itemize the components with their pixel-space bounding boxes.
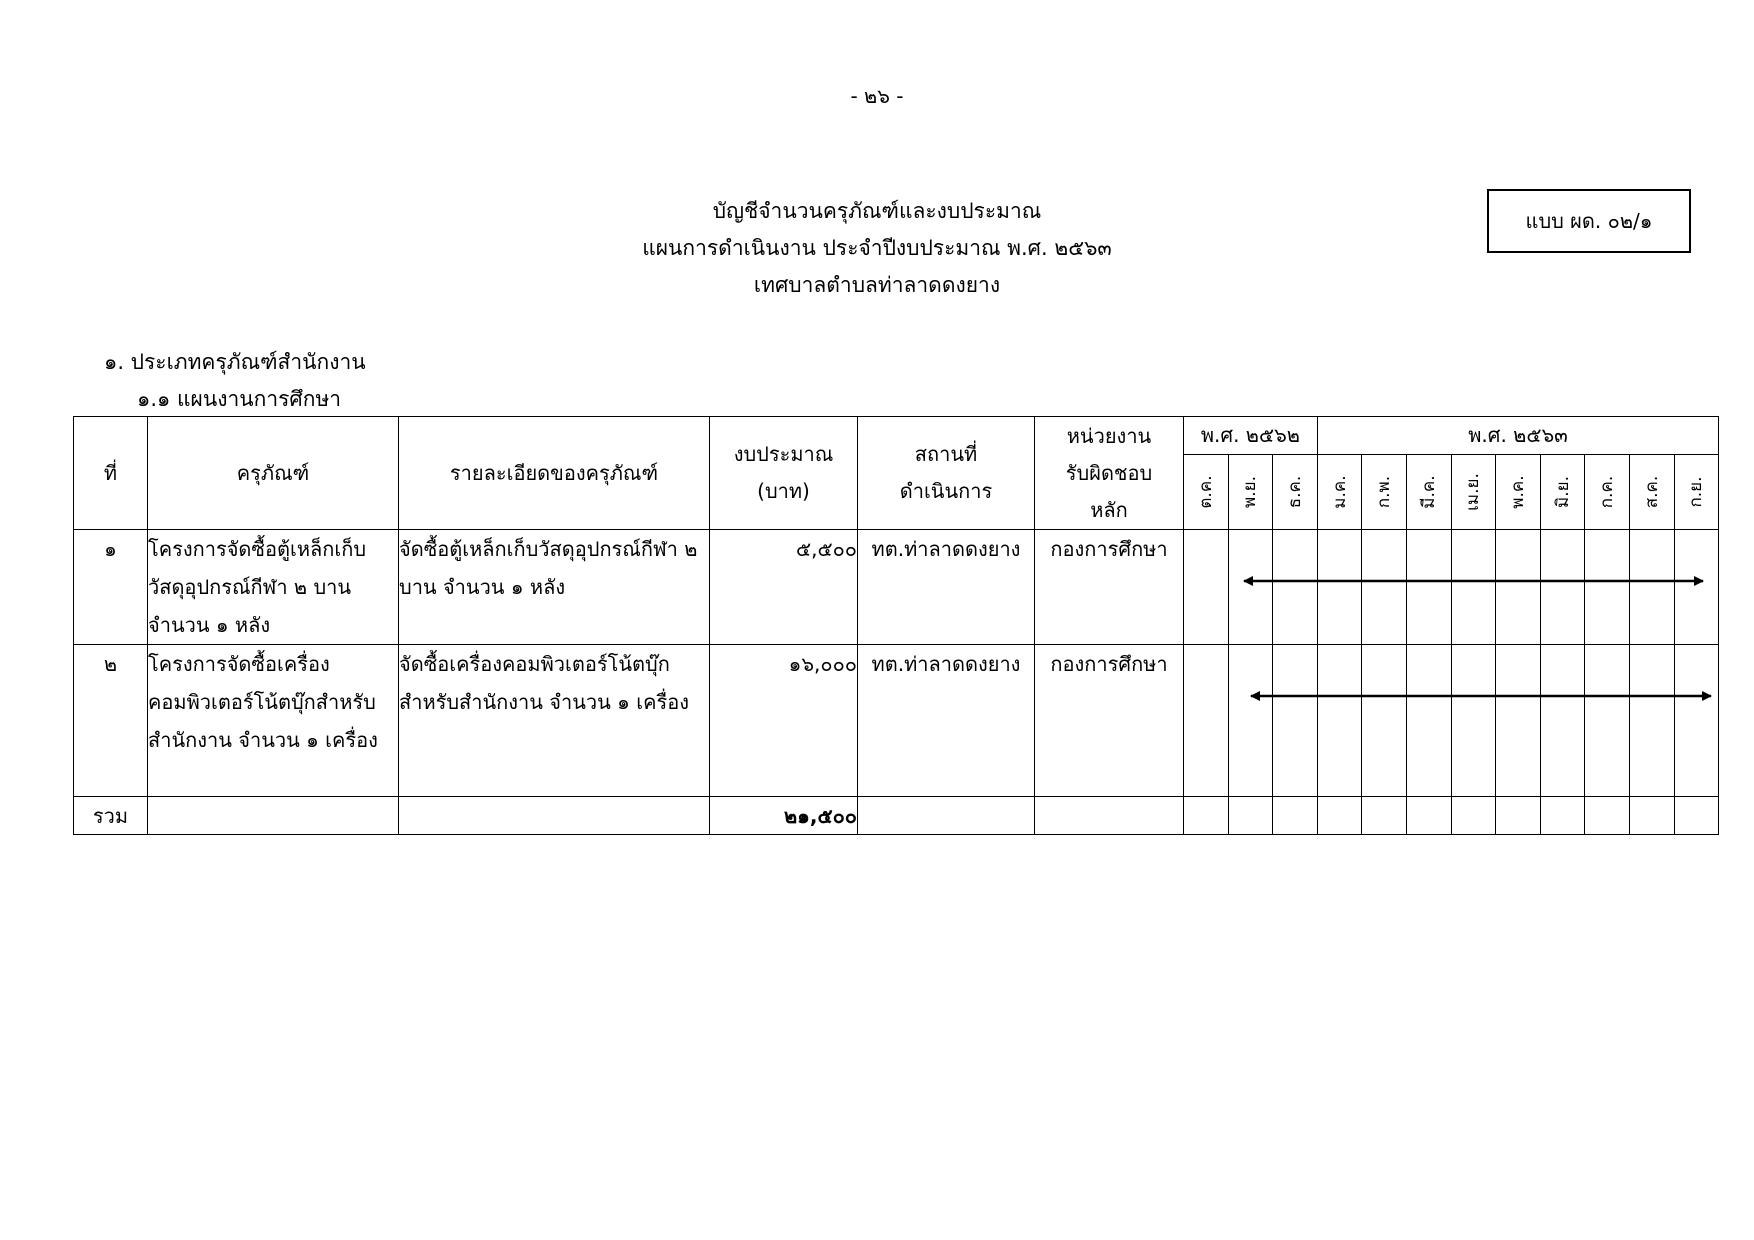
row-no: ๒ [74,645,148,797]
header-year-2562: พ.ศ. ๒๕๖๒ [1184,417,1318,455]
month-jul: ก.ค. [1585,455,1630,530]
title-line-3: เทศบาลตำบลท่าลาดดงยาง [753,273,1001,297]
table-row [74,530,1719,645]
form-code-box: แบบ ผด. ๐๒/๑ [1487,189,1691,253]
header-budget: งบประมาณ (บาท) [710,417,858,530]
equipment-plan-table [73,416,1719,835]
row-detail: จัดซื้อตู้เหล็กเก็บวัสดุอุปกรณ์กีฬา ๒ บาน จำนวน ๑ หลัง [399,530,710,645]
header-detail: รายละเอียดของครุภัณฑ์ [399,417,710,530]
row-place: ทต.ท่าลาดดงยาง [858,645,1035,797]
month-mar: มี.ค. [1407,455,1452,530]
header-unit: หน่วยงาน รับผิดชอบ หลัก [1035,417,1184,530]
row-item: โครงการจัดซื้อเครื่องคอมพิวเตอร์โน้ตบุ๊กสำหรับสำนักงาน จำนวน ๑ เครื่อง [148,645,399,797]
month-jan: ม.ค. [1317,455,1362,530]
month-jun: มิ.ย. [1540,455,1585,530]
section-heading: ๑. ประเภทครุภัณฑ์สำนักงาน [104,350,366,374]
total-label: รวม [74,797,148,835]
month-sep: ก.ย. [1674,455,1719,530]
row-budget: ๑๖,๐๐๐ [710,645,858,797]
month-dec: ธ.ค. [1273,455,1318,530]
header-no: ที่ [74,417,148,530]
subsection-heading: ๑.๑ แผนงานการศึกษา [137,387,342,411]
month-apr: เม.ย. [1451,455,1496,530]
total-row [74,797,1719,835]
title-line-2: แผนการดำเนินงาน ประจำปีงบประมาณ พ.ศ. ๒๕๖๓ [642,236,1112,260]
header-year-2563: พ.ศ. ๒๕๖๓ [1317,417,1718,455]
month-feb: ก.พ. [1362,455,1407,530]
total-amount: ๒๑,๕๐๐ [710,797,858,835]
header-item: ครุภัณฑ์ [148,417,399,530]
row-detail: จัดซื้อเครื่องคอมพิวเตอร์โน้ตบุ๊กสำหรับสำนักงาน จำนวน ๑ เครื่อง [399,645,710,797]
month-nov: พ.ย. [1228,455,1273,530]
row-no: ๑ [74,530,148,645]
row-unit: กองการศึกษา [1035,530,1184,645]
table-row [74,645,1719,797]
row-item: โครงการจัดซื้อตู้เหล็กเก็บวัสดุอุปกรณ์กีฬา ๒ บาน จำนวน ๑ หลัง [148,530,399,645]
row-unit: กองการศึกษา [1035,645,1184,797]
page-number: - ๒๖ - [850,84,904,108]
month-aug: ส.ค. [1629,455,1674,530]
header-place: สถานที่ ดำเนินการ [858,417,1035,530]
row-budget: ๕,๕๐๐ [710,530,858,645]
row-place: ทต.ท่าลาดดงยาง [858,530,1035,645]
month-may: พ.ค. [1496,455,1541,530]
month-oct: ต.ค. [1184,455,1229,530]
title-line-1: บัญชีจำนวนครุภัณฑ์และงบประมาณ [712,199,1042,223]
